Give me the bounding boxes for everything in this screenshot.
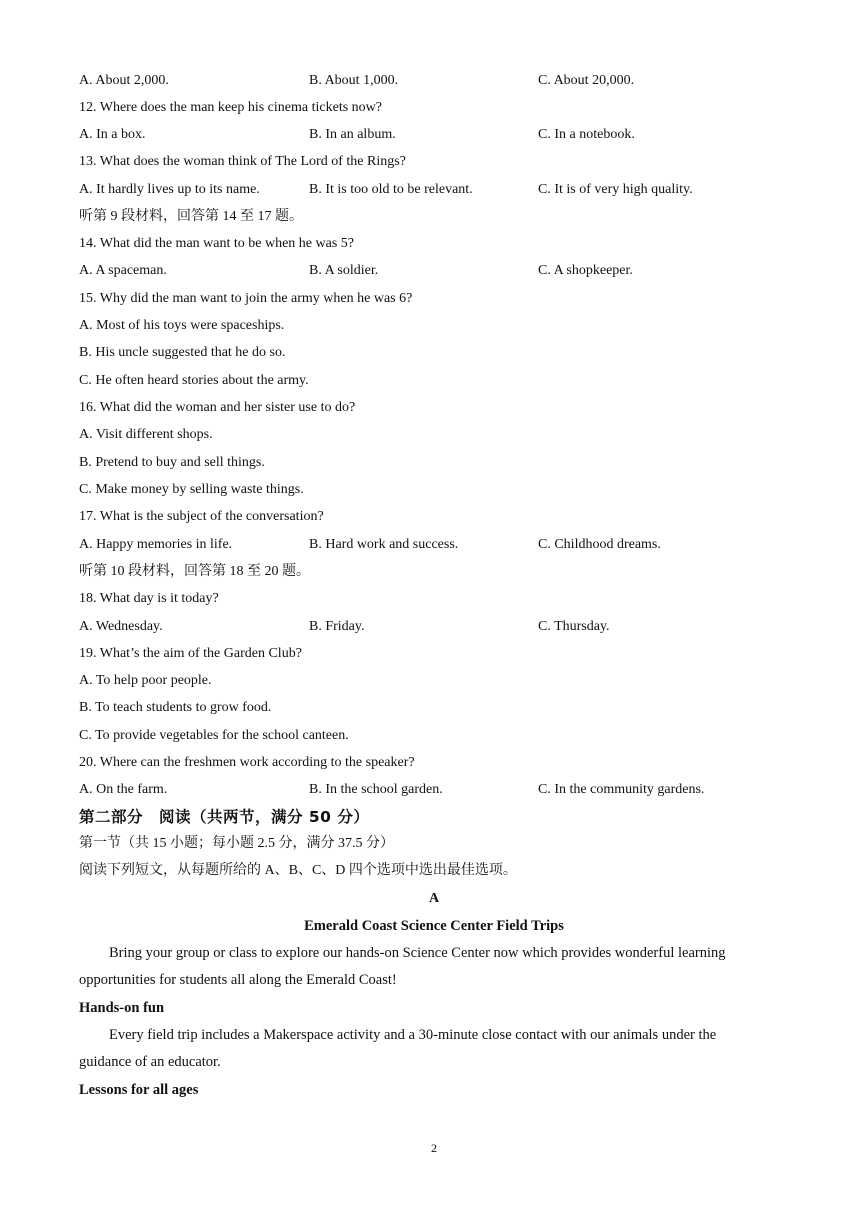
q13-option-b: B. It is too old to be relevant. <box>309 182 473 197</box>
q16-option-b: B. Pretend to buy and sell things. <box>79 455 265 470</box>
q14-option-a: A. A spaceman. <box>79 263 167 278</box>
q13-option-c: C. It is of very high quality. <box>538 182 693 197</box>
q19-option-a: A. To help poor people. <box>79 673 212 688</box>
part-2-subsection: 第一节（共 15 小题；每小题 2.5 分，满分 37.5 分） <box>79 836 394 851</box>
q20-option-a: A. On the farm. <box>79 782 168 797</box>
passage-paragraph-2: Every field trip includes a Makerspace activity and a 30-minute close contact with our animals under the guidance of an educator. <box>79 1027 717 1070</box>
passage-title: Emerald Coast Science Center Field Trips <box>304 918 564 934</box>
part-2-instruction: 阅读下列短文，从每题所给的 A、B、C、D 四个选项中选出最佳选项。 <box>79 863 517 878</box>
q16-option-a: A. Visit different shops. <box>79 427 213 442</box>
q17-option-a: A. Happy memories in life. <box>79 537 233 552</box>
part-2-heading: 第二部分 阅读（共两节，满分 50 分） <box>79 808 370 826</box>
q12-option-c: C. In a notebook. <box>538 127 635 142</box>
q15-option-c: C. He often heard stories about the army. <box>79 373 309 388</box>
passage-letter: A <box>428 891 440 906</box>
q16-option-c: C. Make money by selling waste things. <box>79 482 304 497</box>
q14-option-b: B. A soldier. <box>309 263 379 278</box>
q20-stem: 20. Where can the freshmen work according to the speaker? <box>79 755 415 770</box>
q15-option-b: B. His uncle suggested that he do so. <box>79 345 286 360</box>
q13-option-a: A. It hardly lives up to its name. <box>79 182 260 197</box>
passage-paragraph-1: Bring your group or class to explore our hands-on Science Center now which provides wonderful learning opportunities for students all along the Emerald Coast! <box>79 945 726 988</box>
q11-option-a: A. About 2,000. <box>79 73 169 88</box>
q12-option-a: A. In a box. <box>79 127 146 142</box>
q12-stem: 12. Where does the man keep his cinema tickets now? <box>79 100 382 115</box>
q18-stem: 18. What day is it today? <box>79 591 219 606</box>
q19-option-c: C. To provide vegetables for the school canteen. <box>79 728 349 743</box>
q14-option-c: C. A shopkeeper. <box>538 263 633 278</box>
passage-subhead-hands-on: Hands-on fun <box>79 1000 165 1016</box>
q17-option-b: B. Hard work and success. <box>309 537 459 552</box>
q18-option-c: C. Thursday. <box>538 619 610 634</box>
q15-option-a: A. Most of his toys were spaceships. <box>79 318 285 333</box>
q18-option-b: B. Friday. <box>309 619 365 634</box>
q19-option-b: B. To teach students to grow food. <box>79 700 272 715</box>
q11-option-b: B. About 1,000. <box>309 73 399 88</box>
section-9-instruction: 听第 9 段材料，回答第 14 至 17 题。 <box>79 209 303 224</box>
q20-option-b: B. In the school garden. <box>309 782 443 797</box>
q11-option-c: C. About 20,000. <box>538 73 635 88</box>
q20-option-c: C. In the community gardens. <box>538 782 705 797</box>
q19-stem: 19. What’s the aim of the Garden Club? <box>79 646 302 661</box>
section-10-instruction: 听第 10 段材料，回答第 18 至 20 题。 <box>79 564 310 579</box>
passage-subhead-lessons: Lessons for all ages <box>79 1082 199 1098</box>
q12-option-b: B. In an album. <box>309 127 396 142</box>
q15-stem: 15. Why did the man want to join the army when he was 6? <box>79 291 413 306</box>
page-number: 2 <box>431 1141 437 1155</box>
q13-stem: 13. What does the woman think of The Lord of the Rings? <box>79 154 406 169</box>
q18-option-a: A. Wednesday. <box>79 619 163 634</box>
q16-stem: 16. What did the woman and her sister use to do? <box>79 400 356 415</box>
q17-stem: 17. What is the subject of the conversation? <box>79 509 324 524</box>
q14-stem: 14. What did the man want to be when he was 5? <box>79 236 355 251</box>
q17-option-c: C. Childhood dreams. <box>538 537 661 552</box>
